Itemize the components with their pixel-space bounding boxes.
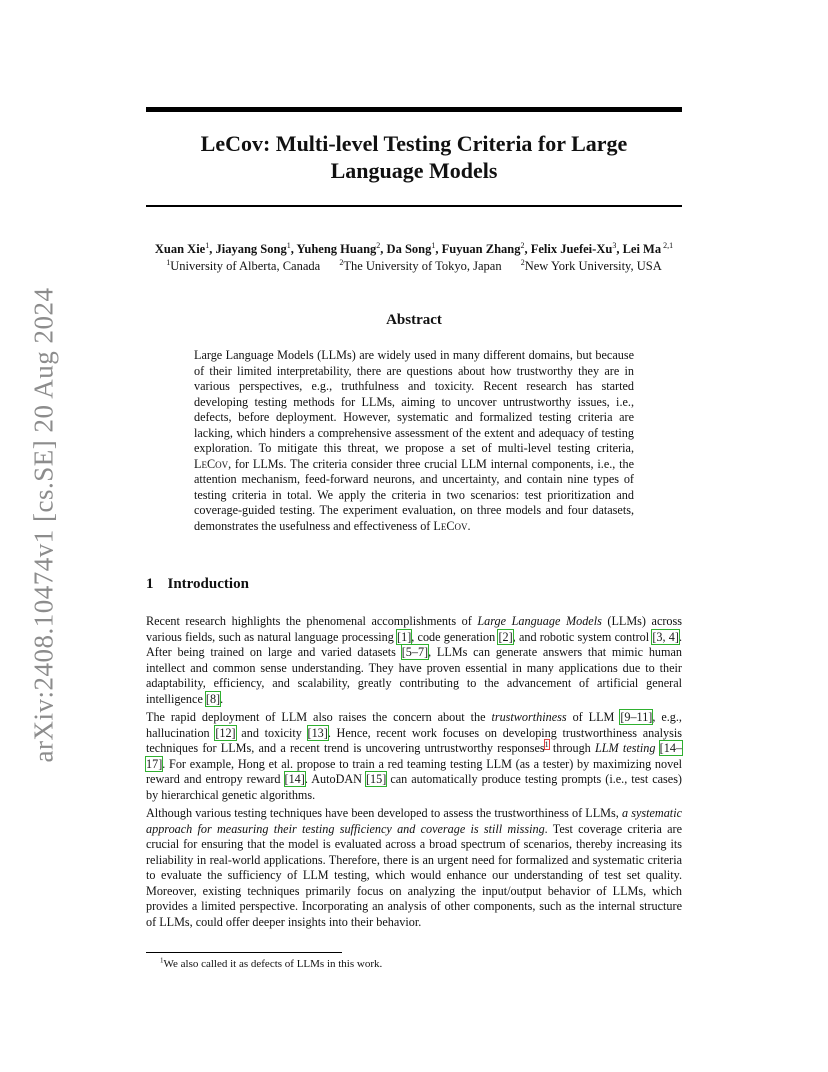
section-number: 1 xyxy=(146,576,154,592)
section-heading-introduction xyxy=(146,576,249,593)
intro-paragraph-2: The rapid deployment of LLM also raises the concern about the trustworthiness of LLM [9–11], e.g., hallucination [12] and toxicity [13]. Hence, recent work focuses on developing trustworthiness analysis techniques for LLMs, and a recent trend is uncovering untrustworthy responses$^1$ through LLM testing [14–17]. For example, Hong et al. propose to train a red teaming testing LLM (as a tester) by maximizing novel reward and entropy reward [14]. AutoDAN [15] can automatically produce testing prompts (i.e., test cases) by hierarchical genetic algorithms. xyxy=(146,710,683,802)
intro-paragraph-3: Although various testing techniques have been developed to assess the trustworthiness of LLMs, a systematic approach for measuring their testing sufficiency and coverage is still missing. Test coverage criteria are crucial for ensuring that the model is evaluated across a broad spectrum of scenarios, thereby increasing its reliability in real-world applications. Therefore, there is an urgent need for formalized and systematic criteria to evaluate the sufficiency of LLM testing, which would enhance our understanding of test set quality. Moreover, existing techniques primarily focus on analyzing the input/output behavior of LLMs, which provides a limited perspective. Incorporating an analysis of other components, such as the internal structure of LLMs, could offer deeper insights into their behavior. xyxy=(146,806,682,929)
affiliation: $^2$The University of Tokyo, Japan xyxy=(339,257,502,273)
citation-link[interactable]: [1] xyxy=(397,629,412,644)
footnote-link[interactable]: 1 xyxy=(544,739,549,749)
affiliation: $^1$University of Alberta, Canada xyxy=(166,257,321,273)
paper-title xyxy=(146,130,682,184)
footnote-rule xyxy=(146,952,342,953)
citation-link[interactable]: [9–11] xyxy=(620,710,653,724)
author: Lei Ma $^{2,1}$ xyxy=(622,240,674,256)
citation-link[interactable]: [2] xyxy=(498,629,513,644)
lecov-name: LeCov xyxy=(194,456,229,471)
abstract-body: Large Language Models (LLMs) are widely used in many different domains, but because of their limited interpretability, there are questions about how trustworthy they are in various perspectives, e.g., truthfulness and toxicity. Recent research has started developing testing methods for LLMs, aiming to uncover untrustworthy issues, i.e., defects, before deployment. However, systematic and formalized testing criteria are lacking, which hinders a comprehensive assessment of the extent and adequacy of testing exploration. To mitigate this threat, we propose a set of multi-level testing criteria, LeCov, for LLMs. The criteria consider three crucial LLM internal components, i.e., the attention mechanism, feed-forward neurons, and uncertainty, and contain nine types of testing criteria in total. We apply the criteria in two scenarios: test prioritization and coverage-guided testing. The experiment evaluation, on three models and four datasets, demonstrates the usefulness and effectiveness of LeCov. xyxy=(194,348,634,533)
lecov-name: LeCov xyxy=(433,518,468,533)
author: Yuheng Huang$^2$ xyxy=(296,240,381,256)
author: Xuan Xie$^1$ xyxy=(154,240,210,256)
footnote: $^1$We also called it as defects of LLMs in this work. xyxy=(160,956,383,970)
citation-link[interactable]: [14–17] xyxy=(146,741,683,771)
citation-link[interactable]: [13] xyxy=(307,725,328,740)
citation-link[interactable]: [15] xyxy=(366,772,387,786)
author: Jiayang Song$^1$ xyxy=(215,240,291,256)
author-list: Xuan Xie$^1$, Jiayang Song$^1$, Yuheng Huang$^2$, Da Song$^1$, Fuyuan Zhang$^2$, Felix Juefei-Xu$^3$, Lei Ma $^{2,1}$ xyxy=(154,240,674,256)
author: Da Song$^1$ xyxy=(386,240,436,256)
citation-link[interactable]: [12] xyxy=(215,725,236,740)
affiliation-list xyxy=(100,258,728,274)
title-line-2: Language Models xyxy=(330,158,498,183)
affiliation: $^2$New York University, USA xyxy=(520,257,662,273)
title-bottom-rule xyxy=(146,205,682,207)
title-top-rule xyxy=(146,107,682,112)
arxiv-identifier-stamp: arXiv:2408.10474v1 [cs.SE] 20 Aug 2024 xyxy=(28,287,59,763)
citation-link[interactable]: [14] xyxy=(284,772,305,786)
citation-link[interactable]: [3, 4] xyxy=(652,629,679,644)
citation-link[interactable]: [8] xyxy=(205,691,221,706)
section-title: Introduction xyxy=(167,576,249,592)
author: Fuyuan Zhang$^2$ xyxy=(441,240,525,256)
author: Felix Juefei-Xu$^3$ xyxy=(530,240,617,256)
intro-paragraph-1: Recent research highlights the phenomenal accomplishments of Large Language Models (LLMs) across various fields, such as natural language processing [1], code generation [2], and robotic system control [3, 4]. After being trained on large and varied datasets [5–7], LLMs can generate answers that mimic human intellect and common sense understanding. They have proven essential in many applications due to their adaptability, efficiency, and scalability, greatly contributing to the advancement of artificial general intelligence [8]. xyxy=(146,614,683,706)
abstract-heading: Abstract xyxy=(386,312,442,328)
title-line-1: LeCov: Multi-level Testing Criteria for Large xyxy=(200,131,628,156)
citation-link[interactable]: [5–7] xyxy=(401,645,429,659)
